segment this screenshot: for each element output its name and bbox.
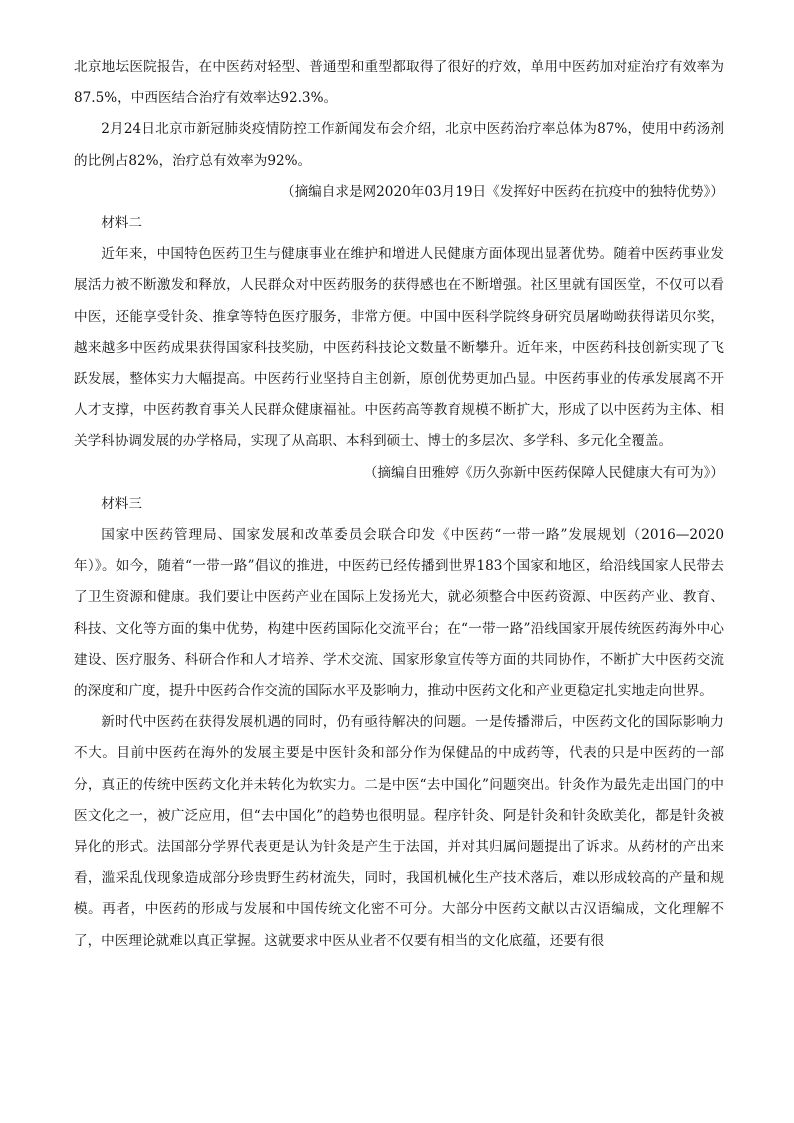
material-2-heading: 材料二 [101, 215, 142, 232]
material-3-paragraph-1: 国家中医药管理局、国家发展和改革委员会联合印发《中医药“一带一路”发展规划（2016—2020年）》。如今，随着“一带一路”倡议的推进，中医药已经传播到世界183个国家和地区，给沿线国家人民带去了卫生资源和健康。我们要让中医药产业在国际上发扬光大，就必须整合中医药资源、中医药产业、教育、科技、文化等方面的集中优势，构建中医药国际化交流平台；在“一带一路”沿线国家开展传统医药海外中心建设、医疗服务、科研合作和人才培养、学术交流、国家形象宣传等方面的共同协作，不断扩大中医药交流的深度和广度，提升中医药合作交流的国际水平及影响力，推动中医药文化和产业更稳定扎实地走向世界。 [74, 527, 724, 700]
material-3-paragraph-2: 新时代中医药在获得发展机遇的同时，仍有亟待解决的问题。一是传播滞后，中医药文化的国际影响力不大。目前中医药在海外的发展主要是中医针灸和部分作为保健品的中成药等，代表的只是中医药的一部分，真正的传统中医药文化并未转化为软实力。二是中医“去中国化”问题突出。针灸作为最先走出国门的中医文化之一，被广泛应用，但“去中国化”的趋势也很明显。程序针灸、阿是针灸和针灸欧美化，都是针灸被异化的形式。法国部分学界代表更是认为针灸是产生于法国，并对其归属问题提出了诉求。从药材的产出来看，滥采乱伐现象造成部分珍贵野生药材流失，同时，我国机械化生产技术落后，难以形成较高的产量和规模。再者，中医药的形成与发展和中国传统文化密不可分。大部分中医药文献以古汉语编成，文化理解不了，中医理论就难以真正掌握。这就要求中医从业者不仅要有相当的文化底蕴，还要有很 [74, 714, 724, 949]
material-3-heading: 材料三 [101, 495, 142, 512]
source-citation-1: （摘编自求是网2020年03月19日《发挥好中医药在抗疫中的独特优势》） [280, 183, 724, 200]
material-2-paragraph: 近年来，中国特色医药卫生与健康事业在维护和增进人民健康方面体现出显著优势。随着中医药事业发展活力被不断激发和释放，人民群众对中医药服务的获得感也在不断增强。社区里就有国医堂，不仅可以看中医，还能享受针灸、推拿等特色医疗服务，非常方便。中国中医科学院终身研究员屠呦呦获得诺贝尔奖，越来越多中医药成果获得国家科技奖励，中医药科技论文数量不断攀升。近年来，中医药科技创新实现了飞跃发展，整体实力大幅提高。中医药行业坚持自主创新，原创优势更加凸显。中医药事业的传承发展离不开人才支撑，中医药教育事关人民群众健康福祉。中医药高等教育规模不断扩大，形成了以中医药为主体、相关学科协调发展的办学格局，实现了从高职、本科到硕士、博士的多层次、多学科、多元化全覆盖。 [74, 246, 724, 450]
document-page [74, 52, 724, 957]
paragraph-intro-1: 北京地坛医院报告，在中医药对轻型、普通型和重型都取得了很好的疗效，单用中医药加对症治疗有效率为87.5%，中西医结合治疗有效率达92.3%。 [74, 59, 724, 107]
source-citation-2: （摘编自田雅婷《历久弥新中医药保障人民健康大有可为》） [363, 464, 724, 481]
paragraph-intro-2: 2月24日北京市新冠肺炎疫情防控工作新闻发布会介绍，北京中医药治疗率总体为87%，使用中药汤剂的比例占82%，治疗总有效率为92%。 [74, 121, 724, 169]
